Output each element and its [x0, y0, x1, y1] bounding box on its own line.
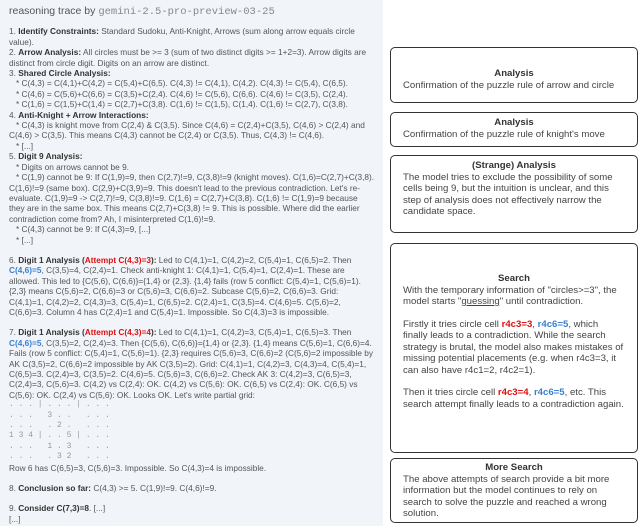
step-5: 5. Digit 9 Analysis: * Digits on arrows cannot be 9. * C(1,9) cannot be 9: If C(1,9)=9, then C(2,7)!=9, C(3,8)!=9 (knight moves). C(1,6)=C(2,7)+C(3,8). C(1,6)!=9 (same box). C(2,9)+C(3,9)=9. This doesn't lead to the previous contradiction. Let's re-evaluate. C(1,9)=9 -> C(2,7)!=9, C(3,8)!=9. C(1,6) = C(2,7)+C(3,8). C(1,6) != C(1,9)=9 because they are in the same box. This means C(2,7)+C(3,8) != 9. This is possible. Where did the earlier contradiction come from? Ah, I misinterpreted C(1,6)!=9. * C(4,3) cannot be 9: If C(4,3)=9, [...] * [...] — [9, 151, 375, 245]
step-1: 1. Identify Constraints: Standard Sudoku, Anti-Knight, Arrows (sum along arrow equals circle value). — [9, 26, 355, 47]
reasoning-trace-panel: reasoning trace by gemini-2.5-pro-preview-03-25 1. Identify Constraints: Standard Sudoku, Anti-Knight, Arrows (sum along arrow equals circle value). 2. Arrow Analysis: All circles must be >= 3 (sum of two distinct digits >= 1+2=3). Arrow digits are distinct from circle digit. Digits on an arrow are distinct. 3. Shared Circle Analysis: * C(4,3) = C(4,1)+C(4,2) = C(5,4)+C(6,5). C(4,3) != C(4,1), C(4,2). C(4,3) != C(5,4), C(6,5). * C(4,6) = C(5,6)+C(6,6) = C(3,5)+C(2,4). C(4,6) != C(5,6), C(6,6). C(4,6) != C(3,5), C(2,4). * C(1,6) = C(1,5)+C(1,4) = C(2,7)+C(3,8). C(1,6) != C(1,5), C(1,4). C(1,6) != C(2,7), C(3,8). 4. Anti-Knight + Arrow Interactions: * C(4,3) is knight move from C(2,4) & C(3,5). Since C(4,6) = C(2,4)+C(3,5), C(4,6) > C(2,4) and C(4,6) > C(3,5). This means C(4,3) cannot be C(2,4) or C(3,5). Thus, C(4,3) != C(4,6). * [...] 5. Digit 9 Analysis: * Digits on arrows cannot be 9. * C(1,9) cannot be 9: If C(1,9)=9, then C(2,7)!=9, C(3,8)!=9 (knight moves). C(1,6)=C(2,7)+C(3,8). C(1,6)!=9 (same box). C(2,9)+C(3,9)=9. This doesn't lead to the previous contradiction. Let's re-evaluate. C(1,9)=9 -> C(2,7)!=9, C(3,8)!=9. C(1,6) = C(2,7)+C(3,8). C(1,6) != C(1,9)=9 because they are in the same box. This means C(2,7)+C(3,8) != 9. This is possible. Where did the earlier contradiction come from? Ah, I misinterpreted C(1,6)!=9. * C(4,3) cannot be 9: If C(4,3)=9, [...] * [...] 6. Digit 1 Analysis (Attempt C(4,3)=3): Led to C(4,1)=1, C(4,2)=2, C(5,4)=1, C(6,5)=2. Then C(4,6)=5, C(3,5)=4, C(2,4)=1. Check anti-knight 1: C(4,1)=1, C(5,4)=1, C(2,4)=1. These are allowed. This led to {C(5,6), C(6,6)}={1,4} or {2,3}. {1,4} fails (row 5 conflict: C(5,4)=1, C(5,6)=1). {2,3} means C(5,6)=2, C(6,6)=3 or C(5,6)=3, C(6,6)=2. Subcase C(5,6)=2, C(6,6)=3. Grid: C(4,1)=1, C(4,2)=2, C(4,3)=3, C(5,4)=1, C(6,5)=2. C(2,4)=1, C(3,5)=4. C(4,6)=5. C(5,6)=2, C(6,6)=3. Column 4 has C(2,4)=1 and C(5,4)=1. Impossible. So C(4,3)=3 is impossible. 7. Digit 1 Analysis (Attempt C(4,3)=4): Led to C(4,1)=1, C(4,2)=3, C(5,4)=1, C(6,5)=3. Then C(4,6)=5, C(3,5)=2, C(2,4)=3. Then {C(5,6), C(6,6)}={1,4} or {2,3}. {1,4} means C(5,6)=1, C(6,6)=4. Fails (row 5 conflict: C(5,4)=1, C(5,6)=1). {2,3} requires C(5,6)=3, C(6,6)=2 (C(5,6)=2 impossible by AK C(3,5)=2, C(6,6)=2 impossible by AK C(3,5)=2). Grid: C(4,1)=1, C(4,2)=3, C(4,3)=4, C(5,4)=1, C(6,5)=3. C(2,4)=3, C(3,5)=2. C(4,6)=5. C(5,6)=3, C(6,6)=2. Check AK 3: C(4,2)=3, C(6,5)=3, C(2,4)=3, C(5,6)=3. C(4,2) vs C(2,4): OK. C(4,2) vs C(5,6): OK. C(6,5) vs C(2,4): OK. C(6,5) vs C(5,6): OK. C(2,4) vs C(5,6): OK. Looks OK. Let's write partial grid: . . . | . . . | . . . . . . 3 . . . . . . . . . 2 . . . . 1 3 4 | . . 5 | . . . . . . 1 . 3 . . . . . . . 3 2 . . . Row 6 has C(6,5)=3, C(5,6)=3. Impossible. So C(4,3)=4 is impossible. 8. Conclusion so far: C(4,3) >= 5. C(1,9)!=9. C(4,6)!=9. 9. Consider C(7,3)=8. [...] [...] — [0, 0, 383, 526]
annotation-analysis-knight: Analysis Confirmation of the puzzle rule of knight's move — [390, 112, 638, 147]
step-7: 7. Digit 1 Analysis (Attempt C(4,3)=4): Led to C(4,1)=1, C(4,2)=3, C(5,4)=1, C(6,5)=3. Then C(4,6)=5, C(3,5)=2, C(2,4)=3. Then {C(5,6), C(6,6)}={1,4} or {2,3}. {1,4} means C(5,6)=1, C(6,6)=4. Fails (row 5 conflict: C(5,4)=1, C(5,6)=1). {2,3} requires C(5,6)=3, C(6,6)=2 (C(5,6)=2 impossible by AK C(3,5)=2, C(6,6)=2 impossible by AK C(3,5)=2). Grid: C(4,1)=1, C(4,2)=3, C(4,3)=4, C(5,4)=1, C(6,5)=3. C(2,4)=3, C(3,5)=2. C(4,6)=5. C(5,6)=3, C(6,6)=2. Check AK 3: C(4,2)=3, C(6,5)=3, C(2,4)=3, C(5,6)=3. C(4,2) vs C(2,4): OK. C(4,2) vs C(5,6): OK. C(6,5) vs C(2,4): OK. C(6,5) vs C(5,6): OK. C(2,4) vs C(5,6): OK. Looks OK. Let's write partial grid: . . . | . . . | . . . . . . 3 . . . . . . . . . 2 . . . . 1 3 4 | . . 5 | . . . . . . 1 . 3 . . . . . . . 3 2 . . . Row 6 has C(6,5)=3, C(5,6)=3. Impossible. So C(4,3)=4 is impossible. — [9, 327, 374, 473]
step-9: 9. Consider C(7,3)=8. [...] — [9, 503, 106, 514]
step-4: 4. Anti-Knight + Arrow Interactions: * C(4,3) is knight move from C(2,4) & C(3,5). Since C(4,6) = C(2,4)+C(3,5), C(4,6) > C(2,4) and C(4,6) > C(3,5). This means C(4,3) cannot be C(2,4) or C(3,5). Thus, C(4,3) != C(4,6). * [...] — [9, 109, 365, 151]
model-name: gemini-2.5-pro-preview-03-25 — [98, 6, 275, 18]
step-3: 3. Shared Circle Analysis: * C(4,3) = C(4,1)+C(4,2) = C(5,4)+C(6,5). C(4,3) != C(4,1), C(4,2). C(4,3) != C(5,4), C(6,5). * C(4,6) = C(5,6)+C(6,6) = C(3,5)+C(2,4). C(4,6) != C(5,6), C(6,6). C(4,6) != C(3,5), C(2,4). * C(1,6) = C(1,5)+C(1,4) = C(2,7)+C(3,8). C(1,6) != C(1,5), C(1,4). C(1,6) != C(2,7), C(3,8). — [9, 68, 348, 110]
step-2: 2. Arrow Analysis: All circles must be >= 3 (sum of two distinct digits >= 1+2=3). Arrow digits are distinct from circle digit. Digits on an arrow are distinct. — [9, 47, 367, 68]
annotation-more-search: More Search The above attempts of search provide a bit more information but the model continues to rely on search to solve the puzzle and reached a wrong solution. — [390, 458, 638, 523]
step-6: 6. Digit 1 Analysis (Attempt C(4,3)=3): Led to C(4,1)=1, C(4,2)=2, C(5,4)=1, C(6,5)=2. Then C(4,6)=5, C(3,5)=4, C(2,4)=1. Check anti-knight 1: C(4,1)=1, C(5,4)=1, C(2,4)=1. These are allowed. This led to {C(5,6), C(6,6)}={1,4} or {2,3}. {1,4} fails (row 5 conflict: C(5,4)=1, C(5,6)=1). {2,3} means C(5,6)=2, C(6,6)=3 or C(5,6)=3, C(6,6)=2. Subcase C(5,6)=2, C(6,6)=3. Grid: C(4,1)=1, C(4,2)=2, C(4,3)=3, C(5,4)=1, C(6,5)=2. C(2,4)=1, C(3,5)=4. C(4,6)=5. C(5,6)=2, C(6,6)=3. Column 4 has C(2,4)=1 and C(5,4)=1. Impossible. So C(4,3)=3 is impossible. — [9, 254, 361, 317]
partial-grid: . . . | . . . | . . . . . . 3 . . . . . . . . . 2 . . . . 1 3 4 | . . 5 | . . . . . . 1 . 3 . . . . . . . 3 2 . . . — [9, 400, 110, 462]
annotation-search: Search With the temporary information of "circles>=3", the model starts "guessing" until contradiction. Firstly it tries circle cell r4c3=3, r4c6=5, which finally leads to a contradiction. While the search strategy is brutal, the model also makes mistakes of missing potential placements (e.g. when r4c3=3, it can also have r4c1=2, r4c2=1). Then it tries circle cell r4c3=4, r4c6=5, etc. This search attempt finally leads to a contradiction again. — [390, 243, 638, 453]
attempt-label: Attempt C(4,3)=4 — [84, 327, 151, 338]
annotation-strange-analysis: (Strange) Analysis The model tries to exclude the possibility of some cells being 9, but the intuition is unclear, and this step of analysis does not effectively narrow the candidate space. — [390, 155, 638, 233]
step-8: 8. Conclusion so far: C(4,3) >= 5. C(1,9)!=9. C(4,6)!=9. — [9, 483, 217, 494]
trace-title: reasoning trace by gemini-2.5-pro-preview-03-25 — [9, 5, 275, 18]
annotation-analysis-arrow: Analysis Confirmation of the puzzle rule of arrow and circle — [390, 47, 638, 103]
attempt-label: Attempt C(4,3)=3 — [84, 254, 151, 265]
